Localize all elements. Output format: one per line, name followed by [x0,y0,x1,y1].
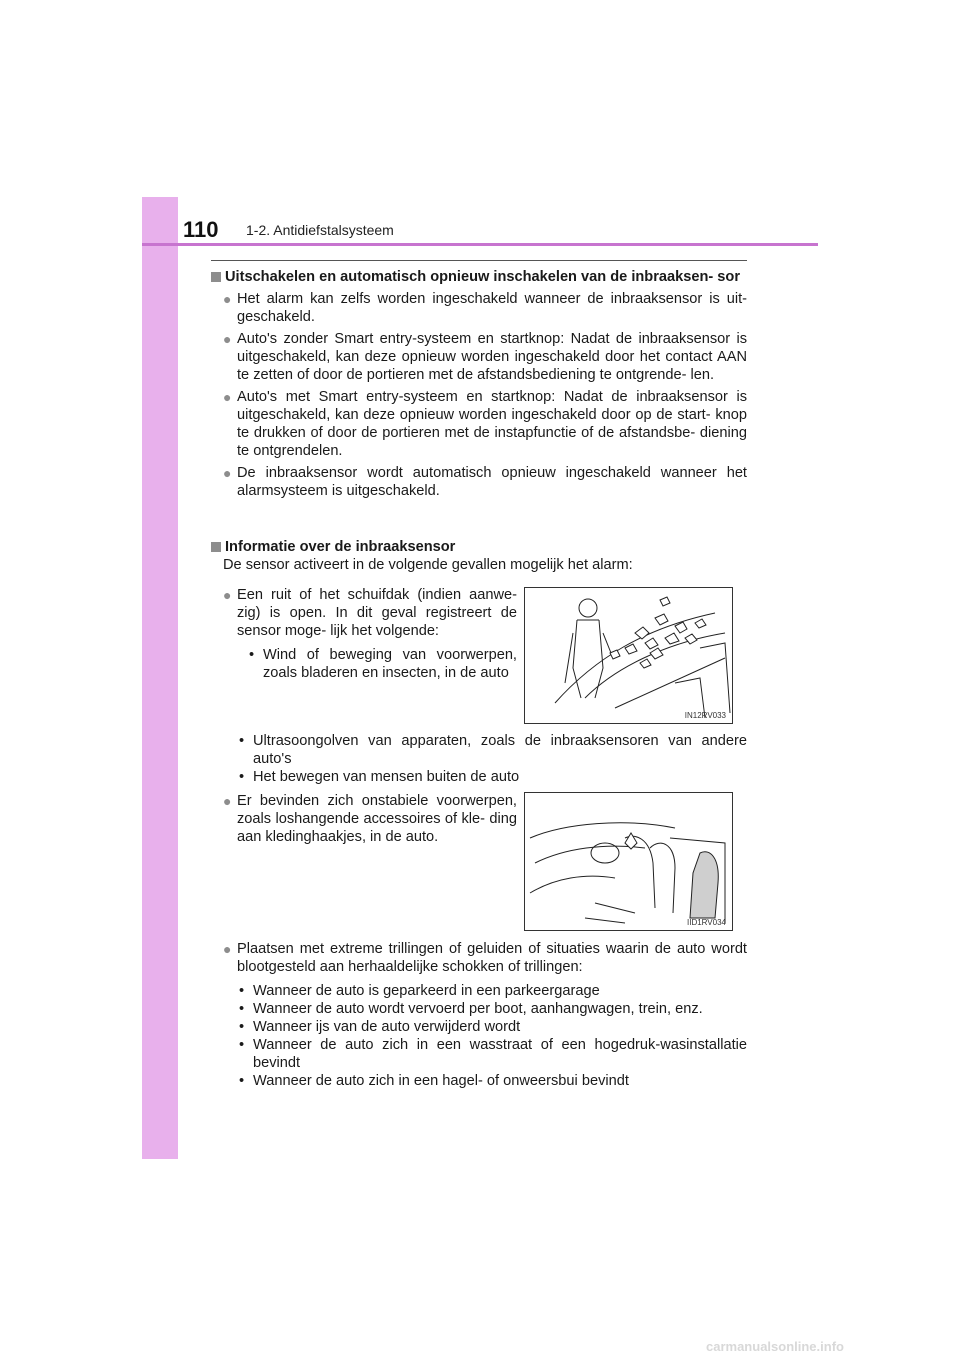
bullet-icon: ● [223,587,232,603]
sub-list-item: • Wanneer de auto zich in een hagel- of onweersbui bevindt [239,1073,629,1089]
bullet-icon: ● [223,793,232,809]
list-item: ● De inbraaksensor wordt automatisch opnieuw ingeschakeld wanneer het alarmsysteem is uitgeschakeld. [223,465,747,499]
sub-list-item: • Ultrasoongolven van apparaten, zoals de inbraaksensoren van andere auto's [239,733,747,767]
figure-loose-objects [524,792,733,931]
sub-list [235,732,747,786]
list-item: ● Auto's met Smart entry-systeem en startknop: Nadat de inbraaksensor is uitgeschakeld, kan deze opnieuw worden ingeschakeld door op de start- knop te drukken of door de portieren met de instapfunctie of de afstandsbe- diening te ontgrendelen. [223,389,747,459]
sub-list-item: • Wanneer de auto zich in een wasstraat of een hogedruk-wasinstallatie bevindt [239,1037,747,1071]
bullet-icon: ● [223,389,232,405]
bullet-icon: ● [223,291,232,307]
section-heading: Informatie over de inbraaksensor [211,538,747,556]
sub-list-item: • Wanneer de auto wordt vervoerd per boot, aanhangwagen, trein, enz. [239,1001,703,1017]
content-divider [211,260,747,261]
bullet-icon: ● [223,941,232,957]
car-sunroof-illustration [525,588,732,723]
section-intro: De sensor activeert in de volgende gevallen mogelijk het alarm: [223,557,633,573]
sub-list-item: • Wind of beweging van voorwerpen, zoals bladeren en insecten, in de auto [249,647,517,681]
section-sensor-info [211,538,747,574]
list-item: ● Er bevinden zich onstabiele voorwerpen, zoals loshangende accessoires of kle- ding aan kledinghaakjes, in de auto. [223,793,517,845]
sub-list-item: • Het bewegen van mensen buiten de auto [239,769,520,785]
page-number: 110 [183,217,219,242]
list-item: ● Een ruit of het schuifdak (indien aanwe- zig) is open. In dit geval registreert de sensor moge- lijk het volgende: • Wind of beweging van voorwerpen, zoals bladeren en insecten, in de auto [223,587,517,681]
figure-code: IN12RV033 [684,711,726,720]
sub-list-item: • Wanneer ijs van de auto verwijderd wordt [239,1019,521,1035]
list-item: ● Plaatsen met extreme trillingen of geluiden of situaties waarin de auto wordt blootgesteld aan herhaaldelijke schokken of trillingen: • Wanneer de auto is geparkeerd in een parkeergarage • Wanneer de auto wordt vervoerd per boot, aanhangwagen, trein, enz. • Wanneer ijs van de auto verwijderd wordt • Wanneer de auto zich in een wasstraat of een hogedruk-wasinstallatie bevindt • Wanneer de auto zich in een hagel- of onweersbui bevindt [223,941,747,1089]
figure-code: IID1RV034 [687,918,726,927]
figure-open-sunroof [524,587,733,724]
header-rule [142,243,818,246]
section-heading: Uitschakelen en automatisch opnieuw inschakelen van de inbraaksen- sor [211,268,747,286]
bullet-icon: ● [223,331,232,347]
list-item: ● Auto's zonder Smart entry-systeem en startknop: Nadat de inbraaksensor is uitgeschakeld, kan deze opnieuw worden ingeschakeld door het contact AAN te zetten of door de portieren met de afstandsbediening te ontgrende- len. [223,331,747,383]
car-interior-illustration [525,793,732,930]
list-item: ● Het alarm kan zelfs worden ingeschakeld wanneer de inbraaksensor is uit- geschakeld. [223,291,747,325]
section-disable-sensor [211,268,747,500]
section-title: 1-2. Antidiefstalsysteem [246,222,394,238]
bullet-icon: ● [223,465,232,481]
sub-list-item: • Wanneer de auto is geparkeerd in een parkeergarage [239,983,600,999]
watermark: carmanualsonline.info [706,1339,844,1354]
chapter-sidebar-tab [142,197,178,1159]
